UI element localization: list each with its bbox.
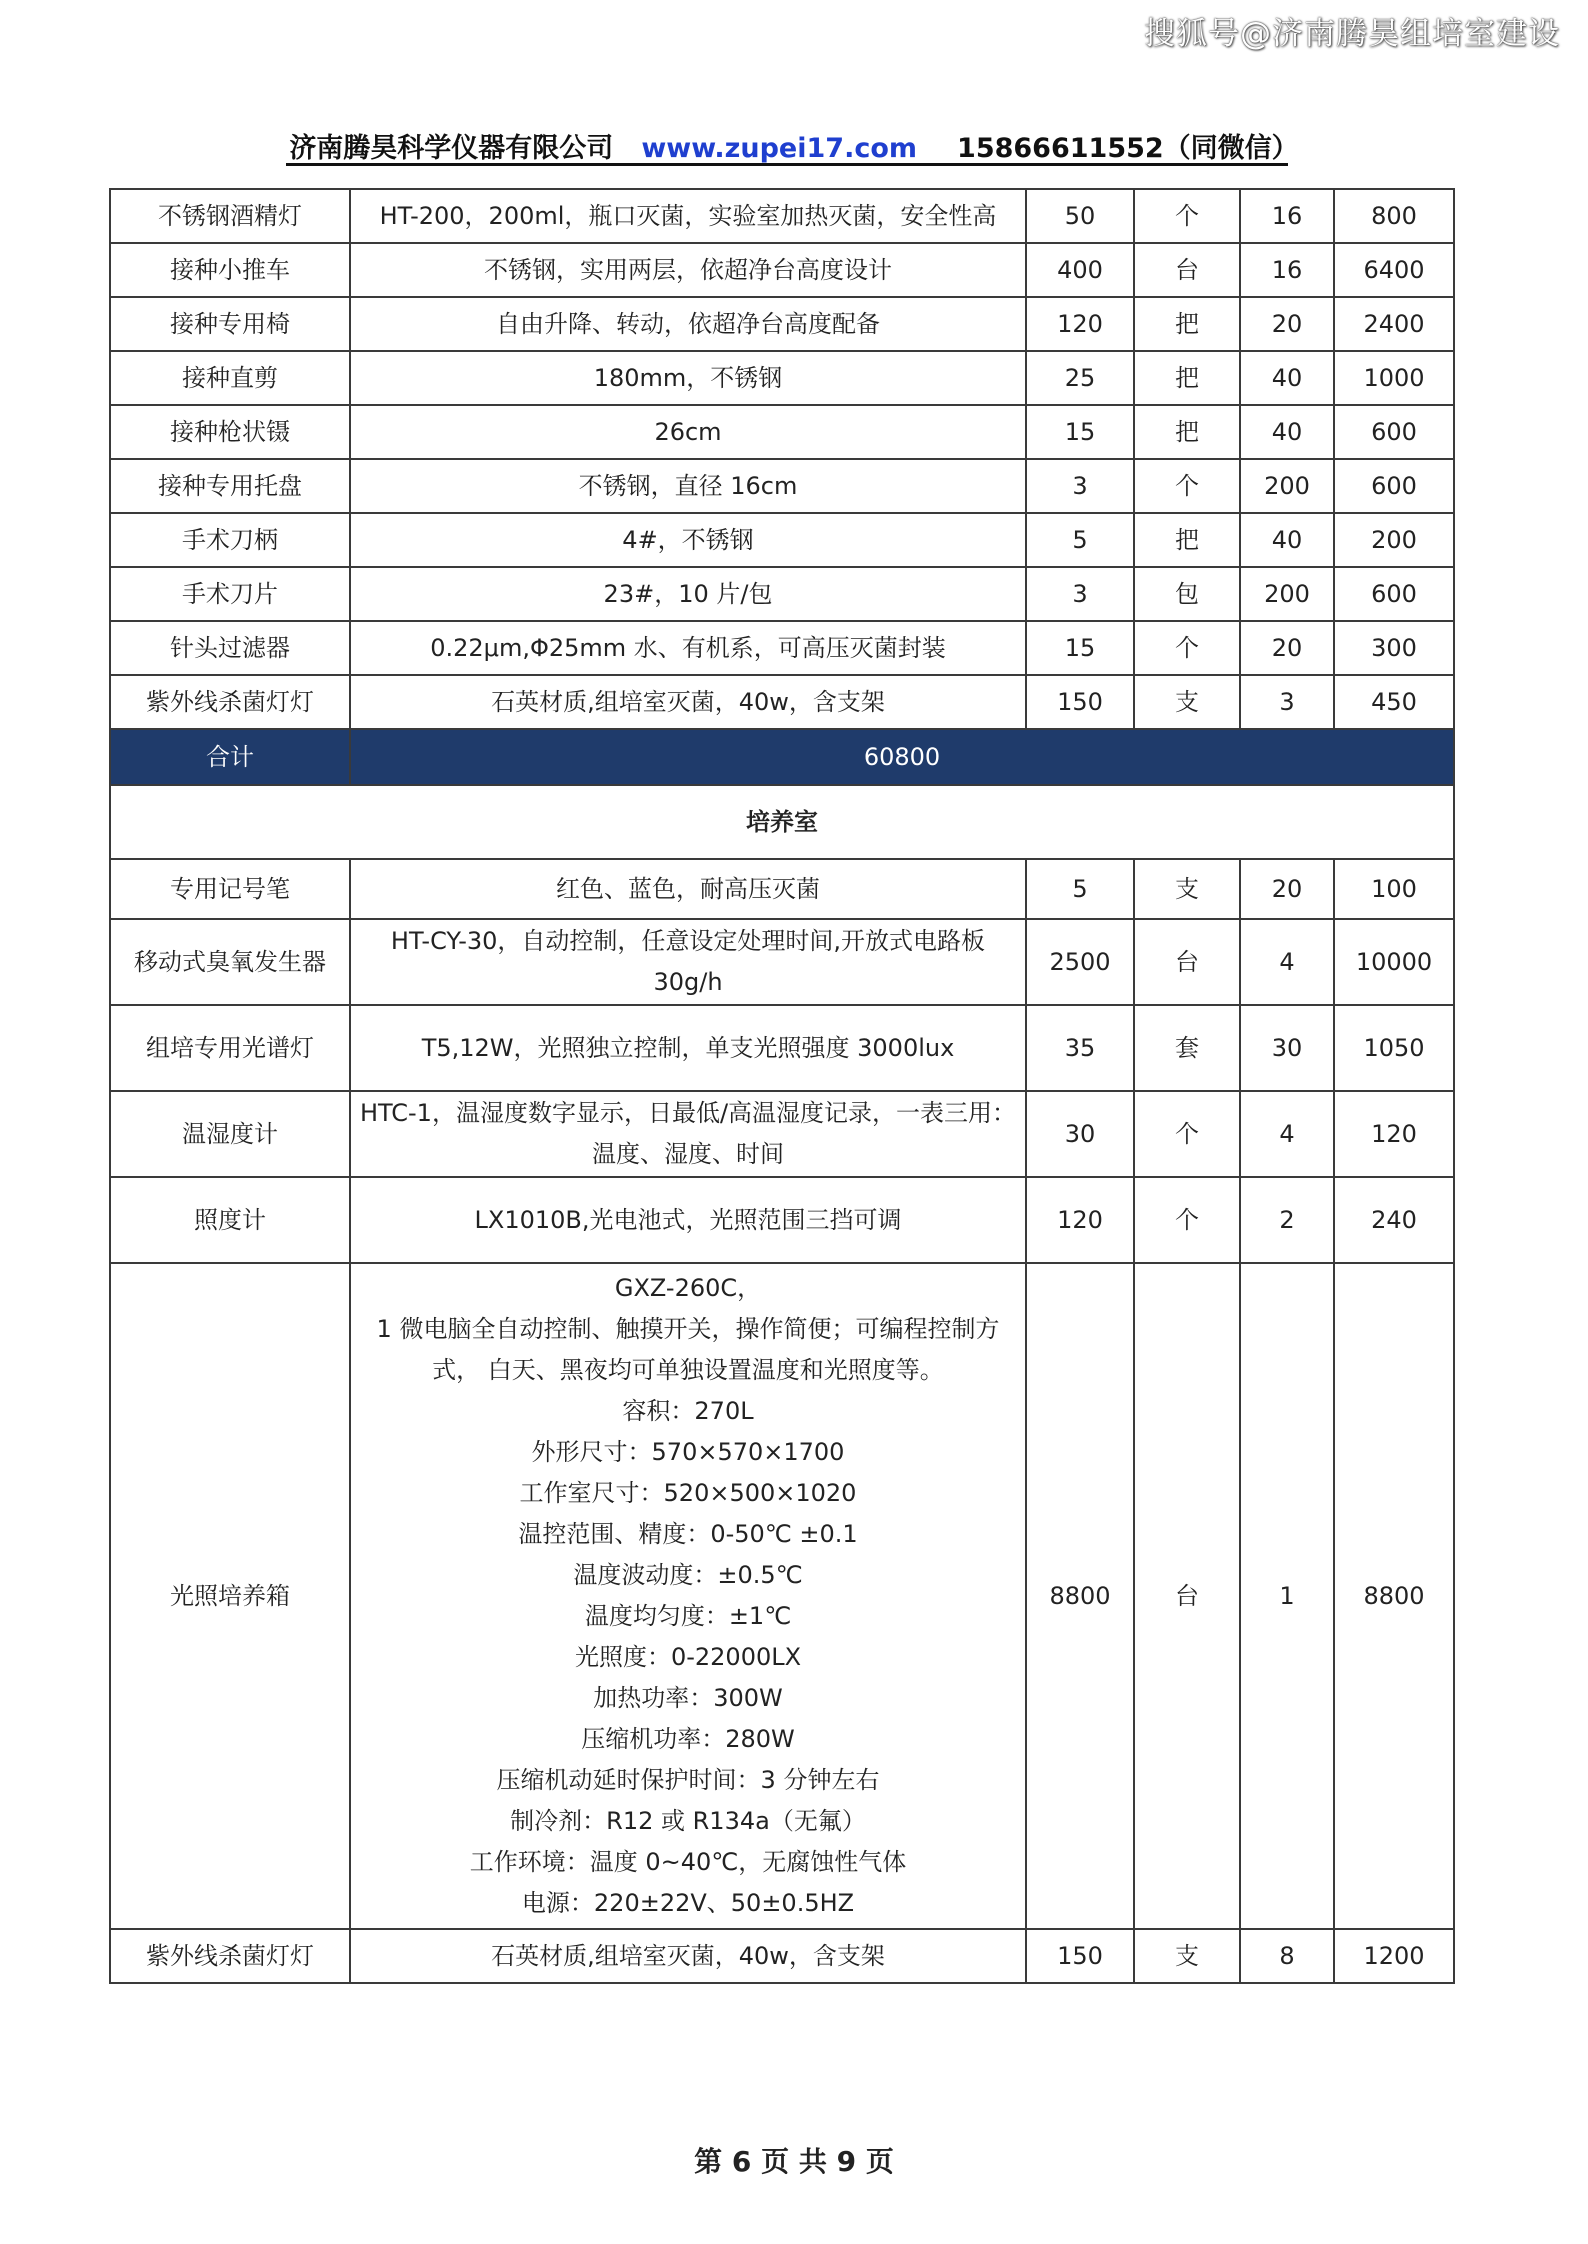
spec-line: 容积：270L (622, 1397, 754, 1425)
item-spec: 23#，10 片/包 (350, 567, 1026, 621)
item-qty: 1 (1240, 1263, 1334, 1929)
table-row (110, 459, 1454, 513)
item-qty: 40 (1240, 513, 1334, 567)
spec-line: 30g/h (653, 968, 723, 996)
item-price: 35 (1026, 1005, 1134, 1091)
item-qty: 20 (1240, 859, 1334, 919)
item-unit: 个 (1134, 1091, 1240, 1177)
item-qty: 30 (1240, 1005, 1334, 1091)
item-unit: 支 (1134, 859, 1240, 919)
spec-line: 电源：220±22V、50±0.5HZ (521, 1889, 855, 1917)
table-row (110, 919, 1454, 1005)
item-spec: 不锈钢，实用两层，依超净台高度设计 (350, 243, 1026, 297)
table-row (110, 513, 1454, 567)
letterhead (0, 126, 1588, 165)
item-spec: HT-200，200ml，瓶口灭菌，实验室加热灭菌，安全性高 (350, 189, 1026, 243)
item-price: 400 (1026, 243, 1134, 297)
item-price: 150 (1026, 675, 1134, 729)
item-spec: LX1010B,光电池式，光照范围三挡可调 (350, 1177, 1026, 1263)
item-spec: 石英材质,组培室灭菌，40w，含支架 (350, 1929, 1026, 1983)
item-price: 150 (1026, 1929, 1134, 1983)
item-spec: 0.22μm,Φ25mm 水、有机系，可高压灭菌封装 (350, 621, 1026, 675)
item-name: 接种专用托盘 (110, 459, 350, 513)
item-name: 组培专用光谱灯 (110, 1005, 350, 1091)
spec-line: 压缩机功率：280W (581, 1725, 795, 1753)
item-name: 光照培养箱 (110, 1263, 350, 1929)
item-qty: 4 (1240, 919, 1334, 1005)
item-total: 240 (1334, 1177, 1454, 1263)
item-qty: 20 (1240, 297, 1334, 351)
item-name: 照度计 (110, 1177, 350, 1263)
item-price: 15 (1026, 621, 1134, 675)
item-total: 300 (1334, 621, 1454, 675)
item-qty: 200 (1240, 567, 1334, 621)
item-spec: 不锈钢，直径 16cm (350, 459, 1026, 513)
item-qty: 4 (1240, 1091, 1334, 1177)
table-row (110, 405, 1454, 459)
item-name: 不锈钢酒精灯 (110, 189, 350, 243)
item-spec (350, 1263, 1026, 1929)
spec-line: 工作环境：温度 0~40℃，无腐蚀性气体 (469, 1848, 907, 1876)
item-price: 120 (1026, 297, 1134, 351)
spec-line: 压缩机动延时保护时间：3 分钟左右 (496, 1766, 880, 1794)
spec-line: 制冷剂：R12 或 R134a（无氟） (510, 1807, 866, 1835)
website-link[interactable]: www.zupei17.com (641, 133, 918, 164)
item-unit: 包 (1134, 567, 1240, 621)
item-spec: 石英材质,组培室灭菌，40w，含支架 (350, 675, 1026, 729)
item-spec (350, 1091, 1026, 1177)
spec-line: 温度波动度：±0.5℃ (573, 1561, 803, 1589)
item-spec: 自由升降、转动，依超净台高度配备 (350, 297, 1026, 351)
item-unit: 台 (1134, 243, 1240, 297)
item-price: 3 (1026, 459, 1134, 513)
item-total: 1050 (1334, 1005, 1454, 1091)
item-name: 紫外线杀菌灯灯 (110, 675, 350, 729)
spec-line: 温控范围、精度：0-50℃ ±0.1 (518, 1520, 858, 1548)
company-name: 济南腾昊科学仪器有限公司 (289, 133, 614, 164)
item-name: 接种专用椅 (110, 297, 350, 351)
letterhead-rule (286, 163, 1288, 166)
subtotal-label: 合计 (110, 729, 350, 785)
item-total: 600 (1334, 459, 1454, 513)
item-total: 1000 (1334, 351, 1454, 405)
item-unit: 套 (1134, 1005, 1240, 1091)
item-name: 手术刀柄 (110, 513, 350, 567)
table-row (110, 1177, 1454, 1263)
item-total: 200 (1334, 513, 1454, 567)
item-total: 120 (1334, 1091, 1454, 1177)
item-name: 接种直剪 (110, 351, 350, 405)
phone-number: 15866611552（同微信） (957, 133, 1299, 164)
item-qty: 2 (1240, 1177, 1334, 1263)
spec-line: 加热功率：300W (593, 1684, 783, 1712)
watermark: 搜狐号@济南腾昊组培室建设 (1144, 16, 1560, 52)
item-price: 5 (1026, 513, 1134, 567)
item-spec: 4#，不锈钢 (350, 513, 1026, 567)
item-unit: 把 (1134, 513, 1240, 567)
item-name: 手术刀片 (110, 567, 350, 621)
item-name: 温湿度计 (110, 1091, 350, 1177)
table-row (110, 567, 1454, 621)
item-price: 15 (1026, 405, 1134, 459)
item-price: 30 (1026, 1091, 1134, 1177)
section-title: 培养室 (110, 785, 1454, 859)
item-total: 800 (1334, 189, 1454, 243)
item-spec (350, 919, 1026, 1005)
item-total: 10000 (1334, 919, 1454, 1005)
table-row (110, 1005, 1454, 1091)
spec-line: GXZ-260C， (614, 1274, 762, 1302)
item-spec: 红色、蓝色，耐高压灭菌 (350, 859, 1026, 919)
item-spec: 180mm，不锈钢 (350, 351, 1026, 405)
item-unit: 把 (1134, 297, 1240, 351)
table-row (110, 243, 1454, 297)
spec-line: 外形尺寸：570×570×1700 (531, 1438, 845, 1466)
item-total: 100 (1334, 859, 1454, 919)
spec-line: 温度、湿度、时间 (592, 1140, 784, 1168)
item-total: 2400 (1334, 297, 1454, 351)
item-name: 针头过滤器 (110, 621, 350, 675)
item-price: 2500 (1026, 919, 1134, 1005)
spec-line: 光照度：0-22000LX (574, 1643, 802, 1671)
item-spec: T5,12W，光照独立控制，单支光照强度 3000lux (350, 1005, 1026, 1091)
page-number: 第 6 页 共 9 页 (694, 2145, 894, 2178)
item-qty: 3 (1240, 675, 1334, 729)
section-header-row (110, 785, 1454, 859)
item-qty: 40 (1240, 351, 1334, 405)
subtotal-value: 60800 (350, 729, 1454, 785)
item-qty: 16 (1240, 243, 1334, 297)
spec-line: HT-CY-30，自动控制，任意设定处理时间,开放式电路板 (390, 927, 986, 955)
item-unit: 支 (1134, 1929, 1240, 1983)
spec-line: 式， 白天、黑夜均可单独设置温度和光照度等。 (432, 1356, 944, 1384)
item-name: 接种小推车 (110, 243, 350, 297)
item-qty: 200 (1240, 459, 1334, 513)
item-name: 接种枪状镊 (110, 405, 350, 459)
item-total: 600 (1334, 567, 1454, 621)
item-qty: 8 (1240, 1929, 1334, 1983)
item-price: 8800 (1026, 1263, 1134, 1929)
item-total: 450 (1334, 675, 1454, 729)
item-name: 移动式臭氧发生器 (110, 919, 350, 1005)
table-row (110, 859, 1454, 919)
item-qty: 20 (1240, 621, 1334, 675)
item-name: 紫外线杀菌灯灯 (110, 1929, 350, 1983)
item-price: 25 (1026, 351, 1134, 405)
item-spec: 26cm (350, 405, 1026, 459)
spec-line: 温度均匀度：±1℃ (584, 1602, 792, 1630)
item-unit: 把 (1134, 405, 1240, 459)
item-unit: 个 (1134, 621, 1240, 675)
table-row (110, 1263, 1454, 1929)
item-unit: 个 (1134, 189, 1240, 243)
table-row (110, 621, 1454, 675)
equipment-table (109, 188, 1455, 1984)
item-unit: 支 (1134, 675, 1240, 729)
table-row (110, 189, 1454, 243)
table-row (110, 297, 1454, 351)
item-total: 1200 (1334, 1929, 1454, 1983)
spec-line: HTC-1，温湿度数字显示，日最低/高温湿度记录，一表三用： (359, 1099, 1017, 1127)
item-price: 120 (1026, 1177, 1134, 1263)
item-unit: 台 (1134, 1263, 1240, 1929)
spec-line: 1 微电脑全自动控制、触摸开关，操作简便；可编程控制方 (376, 1315, 1000, 1343)
table-row (110, 675, 1454, 729)
item-unit: 把 (1134, 351, 1240, 405)
subtotal-row (110, 729, 1454, 785)
item-price: 5 (1026, 859, 1134, 919)
table-row (110, 1929, 1454, 1983)
spec-line: 工作室尺寸：520×500×1020 (519, 1479, 857, 1507)
item-unit: 个 (1134, 1177, 1240, 1263)
table-row (110, 1091, 1454, 1177)
table-row (110, 351, 1454, 405)
item-unit: 个 (1134, 459, 1240, 513)
item-name: 专用记号笔 (110, 859, 350, 919)
item-qty: 16 (1240, 189, 1334, 243)
item-qty: 40 (1240, 405, 1334, 459)
item-price: 50 (1026, 189, 1134, 243)
item-total: 8800 (1334, 1263, 1454, 1929)
item-total: 6400 (1334, 243, 1454, 297)
item-unit: 台 (1134, 919, 1240, 1005)
item-price: 3 (1026, 567, 1134, 621)
item-total: 600 (1334, 405, 1454, 459)
